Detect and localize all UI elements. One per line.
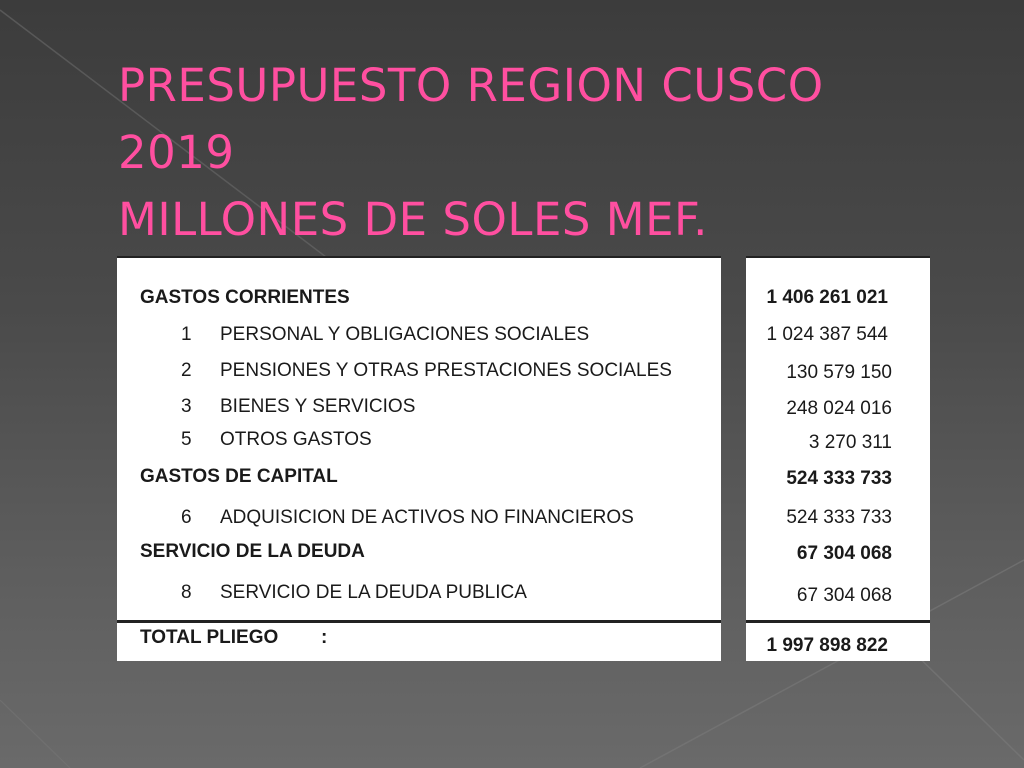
amount-cell: 1 406 261 021 <box>766 287 888 308</box>
row-label: PENSIONES Y OTRAS PRESTACIONES SOCIALES <box>220 360 672 381</box>
top-rule <box>746 256 930 258</box>
total-rule <box>117 620 721 623</box>
slide-title <box>118 52 978 253</box>
amount-cell: 3 270 311 <box>808 432 892 453</box>
top-rule <box>117 256 721 258</box>
row-number: 6 <box>181 507 192 528</box>
amount-cell: 67 304 068 <box>796 543 892 564</box>
row-label: SERVICIO DE LA DEUDA <box>140 541 365 562</box>
row-label: SERVICIO DE LA DEUDA PUBLICA <box>220 582 527 603</box>
total-colon: : <box>321 627 328 648</box>
amount-cell: 248 024 016 <box>786 398 892 419</box>
budget-table-labels <box>117 256 721 661</box>
row-number: 1 <box>181 324 192 345</box>
row-number: 3 <box>181 396 192 417</box>
total-label: TOTAL PLIEGO <box>140 627 279 648</box>
amount-cell: 524 333 733 <box>786 507 892 528</box>
row-label: GASTOS CORRIENTES <box>140 287 350 308</box>
budget-table-amounts <box>746 256 930 661</box>
row-number: 5 <box>181 429 192 450</box>
title-line-1: PRESUPUESTO REGION CUSCO <box>118 59 824 112</box>
amount-cell: 130 579 150 <box>786 362 892 383</box>
row-label: GASTOS DE CAPITAL <box>140 466 338 487</box>
amount-cell: 524 333 733 <box>786 468 892 489</box>
title-line-3: MILLONES DE SOLES MEF. <box>118 193 708 246</box>
title-line-2: 2019 <box>118 126 235 179</box>
row-label: PERSONAL Y OBLIGACIONES SOCIALES <box>220 324 590 345</box>
row-label: BIENES Y SERVICIOS <box>220 396 416 417</box>
total-amount: 1 997 898 822 <box>766 635 888 656</box>
amount-cell: 67 304 068 <box>796 585 892 606</box>
row-label: ADQUISICION DE ACTIVOS NO FINANCIEROS <box>220 507 634 528</box>
total-rule <box>746 620 930 623</box>
row-number: 2 <box>181 360 192 381</box>
row-number: 8 <box>181 582 192 603</box>
amount-cell: 1 024 387 544 <box>766 324 888 345</box>
row-label: OTROS GASTOS <box>220 429 372 450</box>
